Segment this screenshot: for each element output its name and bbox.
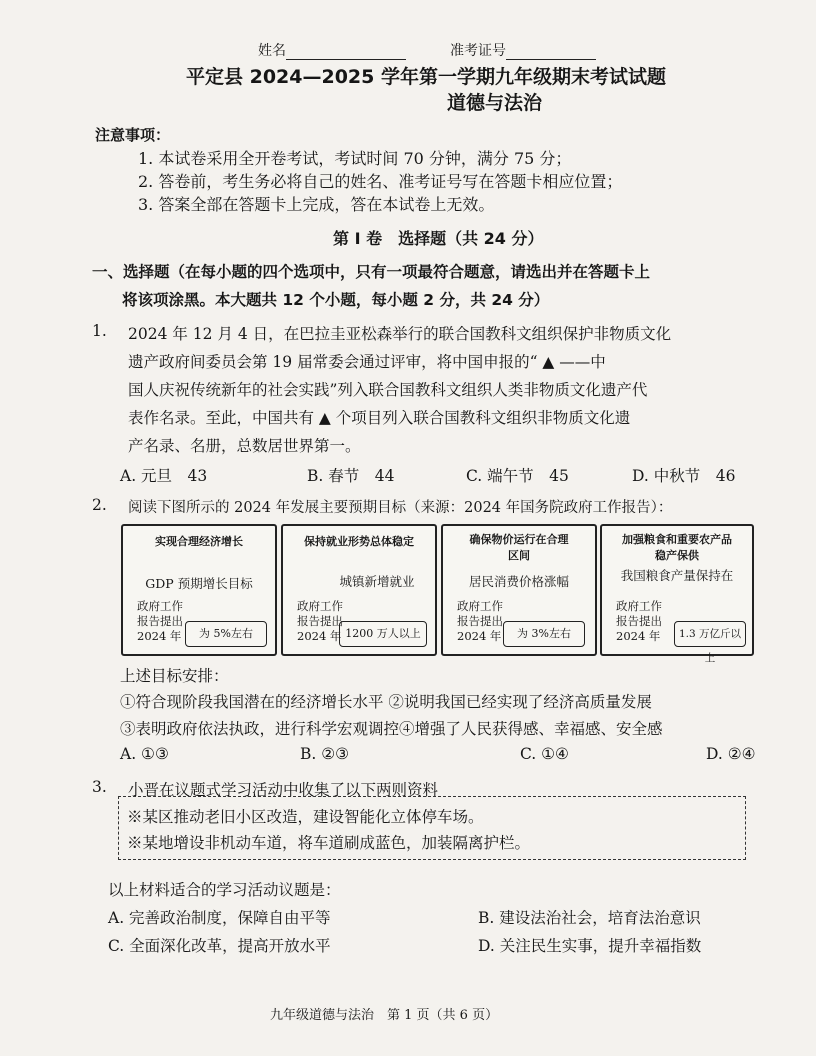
name-label: 姓名 bbox=[258, 43, 286, 59]
q1-option-d: D. 中秋节 46 bbox=[632, 467, 736, 485]
notice-item: 2. 答卷前，考生务必将自己的姓名、准考证号写在答题卡相应位置； bbox=[138, 172, 623, 191]
q3-option-b: B. 建设法治社会，培育法治意识 bbox=[478, 909, 701, 927]
q3-prompt: 以上材料适合的学习活动议题是： bbox=[108, 881, 341, 899]
question-number: 1. bbox=[92, 322, 107, 340]
target-metric: 我国粮食产量保持在 bbox=[620, 568, 734, 583]
target-source: 政府工作 报告提出 2024 年 bbox=[616, 599, 662, 643]
target-title-cont: 区间 bbox=[508, 549, 530, 562]
section-instructions-cont: 将该项涂黑。本大题共 12 个小题，每小题 2 分，共 24 分） bbox=[122, 291, 550, 309]
name-blank bbox=[286, 45, 406, 60]
q2-statement-line: ③表明政府依法执政，进行科学宏观调控④增强了人民获得感、幸福感、安全感 bbox=[120, 720, 663, 738]
id-label: 准考证号 bbox=[450, 43, 506, 59]
q2-prompt: 上述目标安排： bbox=[120, 667, 229, 685]
exam-title: 平定县 2024—2025 学年第一学期九年级期末考试试题 bbox=[186, 66, 666, 88]
q3-material: ※某区推动老旧小区改造，建设智能化立体停车场。 bbox=[127, 808, 484, 826]
part-title: 第 Ⅰ 卷 选择题（共 24 分） bbox=[333, 229, 544, 248]
q2-option-d: D. ②④ bbox=[706, 745, 756, 763]
target-box-growth bbox=[121, 524, 277, 656]
q3-option-a: A. 完善政治制度，保障自由平等 bbox=[108, 909, 331, 927]
notice-heading: 注意事项： bbox=[95, 126, 171, 144]
q1-option-b: B. 春节 44 bbox=[307, 467, 395, 485]
q2-option-a: A. ①③ bbox=[120, 745, 169, 763]
question-number: 3. bbox=[92, 778, 107, 796]
target-title: 实现合理经济增长 bbox=[155, 535, 243, 548]
question-number: 2. bbox=[92, 496, 107, 514]
q3-material: ※某地增设非机动车道，将车道刷成蓝色，加装隔离护栏。 bbox=[127, 834, 531, 852]
name-field bbox=[258, 40, 406, 60]
q1-stem-line: 遗产政府间委员会第 19 届常委会通过评审，将中国申报的“ ▲ ——中 bbox=[128, 353, 606, 371]
section-instructions: 一、选择题（在每小题的四个选项中，只有一项最符合题意，请选出并在答题卡上 bbox=[92, 263, 651, 281]
target-title: 保持就业形势总体稳定 bbox=[304, 535, 414, 548]
target-metric: 居民消费价格涨幅 bbox=[468, 574, 569, 589]
target-box-grain bbox=[600, 524, 754, 664]
target-value: 1.3 万亿斤以上 bbox=[674, 621, 746, 647]
q1-stem-line: 表作名录。至此，中国共有 ▲ 个项目列入联合国教科文组织非物质文化遗 bbox=[128, 409, 631, 427]
q2-statement-line: ①符合现阶段我国潜在的经济增长水平 ②说明我国已经实现了经济高质量发展 bbox=[120, 693, 652, 711]
q2-stem: 阅读下图所示的 2024 年发展主要预期目标（来源：2024 年国务院政府工作报告）： bbox=[128, 500, 673, 516]
id-field bbox=[450, 40, 596, 60]
q2-option-c: C. ①④ bbox=[520, 745, 569, 763]
target-title: 确保物价运行在合理 bbox=[469, 533, 569, 546]
target-value: 1200 万人以上 bbox=[339, 621, 427, 647]
target-title-cont: 稳产保供 bbox=[655, 549, 699, 562]
target-source: 政府工作 报告提出 2024 年 bbox=[297, 599, 343, 643]
target-metric: 城镇新增就业 bbox=[339, 574, 415, 589]
q3-option-d: D. 关注民生实事，提升幸福指数 bbox=[478, 937, 702, 955]
target-source: 政府工作 报告提出 2024 年 bbox=[137, 599, 183, 643]
q1-option-a: A. 元旦 43 bbox=[120, 467, 208, 485]
q2-option-b: B. ②③ bbox=[300, 745, 350, 763]
target-value: 为 3%左右 bbox=[503, 621, 585, 647]
page-footer: 九年级道德与法治 第 1 页（共 6 页） bbox=[270, 1008, 499, 1023]
target-metric: GDP 预期增长目标 bbox=[145, 576, 253, 591]
q3-stem: 小晋在议题式学习活动中收集了以下两则资料 bbox=[128, 781, 439, 799]
target-title: 加强粮食和重要农产品 bbox=[622, 533, 732, 546]
target-box-employment bbox=[281, 524, 437, 656]
q3-option-c: C. 全面深化改革，提高开放水平 bbox=[108, 937, 331, 955]
id-blank bbox=[506, 45, 596, 60]
q1-stem-line: 产名录、名册，总数居世界第一。 bbox=[128, 437, 361, 455]
q1-option-c: C. 端午节 45 bbox=[466, 467, 569, 485]
exam-subject: 道德与法治 bbox=[447, 92, 543, 114]
notice-item: 3. 答案全部在答题卡上完成，答在本试卷上无效。 bbox=[138, 195, 495, 214]
q3-material-box bbox=[118, 796, 746, 860]
target-source: 政府工作 报告提出 2024 年 bbox=[457, 599, 503, 643]
target-value: 为 5%左右 bbox=[185, 621, 267, 647]
q1-stem-line: 2024 年 12 月 4 日，在巴拉圭亚松森举行的联合国教科文组织保护非物质文化 bbox=[128, 325, 672, 343]
q1-stem-line: 国人庆祝传统新年的社会实践”列入联合国教科文组织人类非物质文化遗产代 bbox=[128, 381, 648, 399]
notice-item: 1. 本试卷采用全开卷考试，考试时间 70 分钟，满分 75 分； bbox=[138, 149, 572, 168]
target-box-prices bbox=[441, 524, 597, 656]
